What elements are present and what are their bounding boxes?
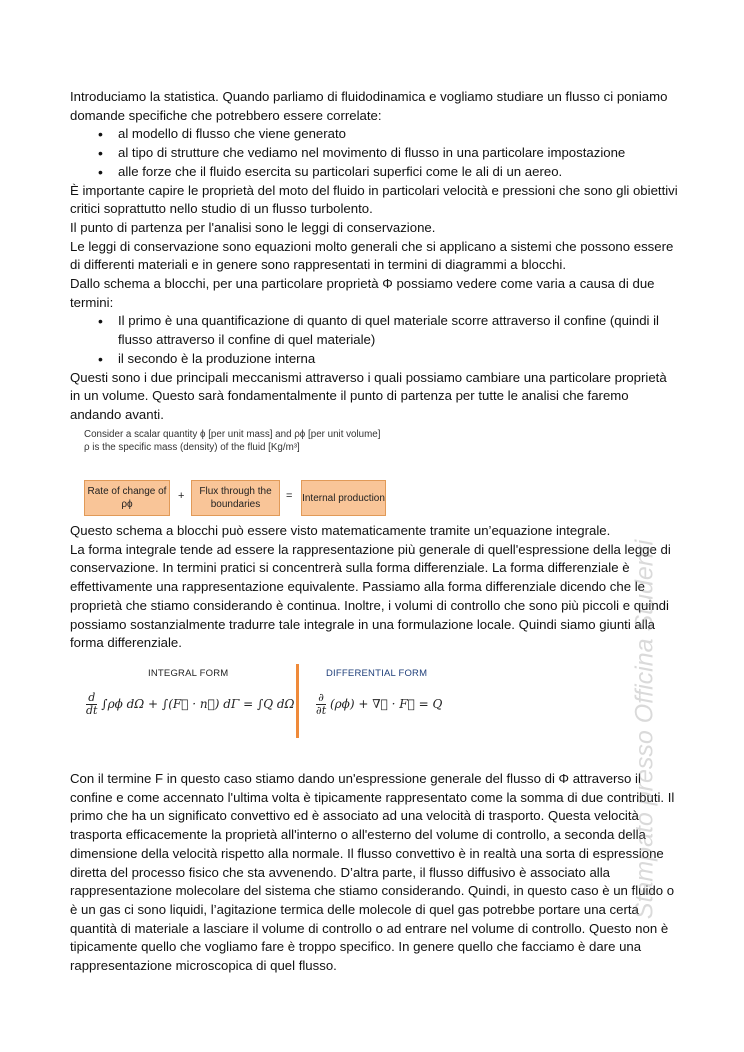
list-item: • al modello di flusso che viene generato xyxy=(118,125,680,144)
integral-text-block xyxy=(70,522,680,653)
paragraph: Le leggi di conservazione sono equazioni molto generali che si applicano a sistemi che possono essere di differenti materiali e in genere sono rappresentati in termini di diagrammi a blocchi. xyxy=(70,238,674,273)
flux-box: Flux through the boundaries xyxy=(191,480,280,516)
paragraph: Introduciamo la statistica. Quando parliamo di fluidodinamica e vogliamo studiare un flusso ci poniamo domande specifiche che potrebbero essere correlate: xyxy=(70,89,668,123)
paragraph: Questo schema a blocchi può essere visto matematicamente tramite un’equazione integrale. xyxy=(70,523,611,538)
block-diagram-figure xyxy=(84,428,404,520)
bullet-list xyxy=(70,312,680,368)
figure-caption: ρ is the specific mass (density) of the fluid [Kg/m³] xyxy=(84,442,300,453)
list-item: • al tipo di strutture che vediamo nel movimento di flusso in una particolare impostazione xyxy=(118,144,680,163)
equations-figure xyxy=(84,664,444,742)
list-item: • Il primo è una quantificazione di quanto di quel materiale scorre attraverso il confine (quindi il flusso attraverso il confine di quel materiale) xyxy=(118,312,680,349)
differential-equation: $\frac{\partial}{\partial t}$ (ρϕ) + ∇⃗ · F⃗ = Q xyxy=(316,691,443,717)
figure-divider xyxy=(296,664,299,738)
time-derivative: $\frac{d}{dt}$ xyxy=(86,691,98,717)
flux-text-block xyxy=(70,770,680,976)
paragraph: Questi sono i due principali meccanismi attraverso i quali possiamo cambiare una particolare proprietà in un volume. Questo sarà fondamentalmente il punto di partenza per tutte le analisi che faremo andando avanti. xyxy=(70,369,667,422)
plus-sign: + xyxy=(178,490,185,502)
figure-caption: Consider a scalar quantity ϕ [per unit mass] and ρϕ [per unit volume] xyxy=(84,429,381,440)
paragraph: Con il termine F in questo caso stiamo dando un'espressione generale del flusso di Φ attraverso il confine e come accennato l'ultima volta è tipicamente rappresentato come la somma di due contributi. Il primo che ha un significato convettivo ed è associato ad una velocità di trasporto. Questa velocità trasporta efficacemente la proprietà all'interno o all'esterno del volume di controllo, a seconda della dimensione della velocità rispetto alla normale. Il flusso convettivo è in realtà una sorta di espressione diretta del processo fisico che sta avvenendo. D’altra parte, il flusso diffusivo è associato alla rappresentazione molecolare del sistema che stiamo considerando. Quindi, in questo caso è un fluido o è un gas ci sono liquidi, l’agitazione termica delle molecole di quel gas potrebbe portare una certa quantità di materiale a lasciare il volume di controllo o ad entrare nel volume di controllo. Questo non è tipicamente quello che vogliamo fare è troppo specifico. In genere quello che facciamo è dare una rappresentazione microscopica di quel flusso. xyxy=(70,771,675,974)
differential-form-title: DIFFERENTIAL FORM xyxy=(326,668,428,679)
list-item: • il secondo è la produzione interna xyxy=(118,350,680,369)
watermark xyxy=(630,540,660,920)
block-diagram-row xyxy=(84,480,404,516)
bullet-list xyxy=(70,125,680,181)
paragraph: È importante capire le proprietà del moto del fluido in particolari velocità e pressioni che sono gli obiettivi critici soprattutto nello studio di un flusso turbolento. xyxy=(70,182,678,217)
integral-form-title: INTEGRAL FORM xyxy=(148,668,229,679)
paragraph: Il punto di partenza per l'analisi sono le leggi di conservazione. xyxy=(70,219,436,235)
list-item: • alle forze che il fluido esercita su particolari superfici come le ali di un aereo. xyxy=(118,163,680,182)
internal-production-box: Internal production xyxy=(301,480,386,516)
integral-equation: $\frac{d}{dt}$ ∫ρϕ dΩ + ∫(F⃗ · n⃗) dΓ = ∫Q dΩ xyxy=(86,691,295,717)
watermark-text: Stampato presso Officina Studenti xyxy=(630,539,659,920)
intro-text-block xyxy=(70,88,680,425)
paragraph: La forma integrale tende ad essere la rappresentazione più generale di quell'espressione della legge di conservazione. In termini pratici si concentrerà sulla forma differenziale. La forma differenziale è effettivamente una rappresentazione equivalente. Passiamo alla forma differenziale dicendo che le proprietà che stiamo considerando è continua. Inoltre, i volumi di controllo che sono più piccoli e quindi possiamo sostanzialmente tradurre tale integrale in una formulazione locale. Quindi siamo giunti alla forma differenziale. xyxy=(70,541,671,651)
partial-derivative: $\frac{\partial}{\partial t}$ xyxy=(316,691,327,717)
rate-of-change-box: Rate of change of ρϕ xyxy=(84,480,170,516)
paragraph: Dallo schema a blocchi, per una particolare proprietà Φ possiamo vedere come varia a causa di due termini: xyxy=(70,276,655,310)
equals-sign: = xyxy=(286,490,293,502)
